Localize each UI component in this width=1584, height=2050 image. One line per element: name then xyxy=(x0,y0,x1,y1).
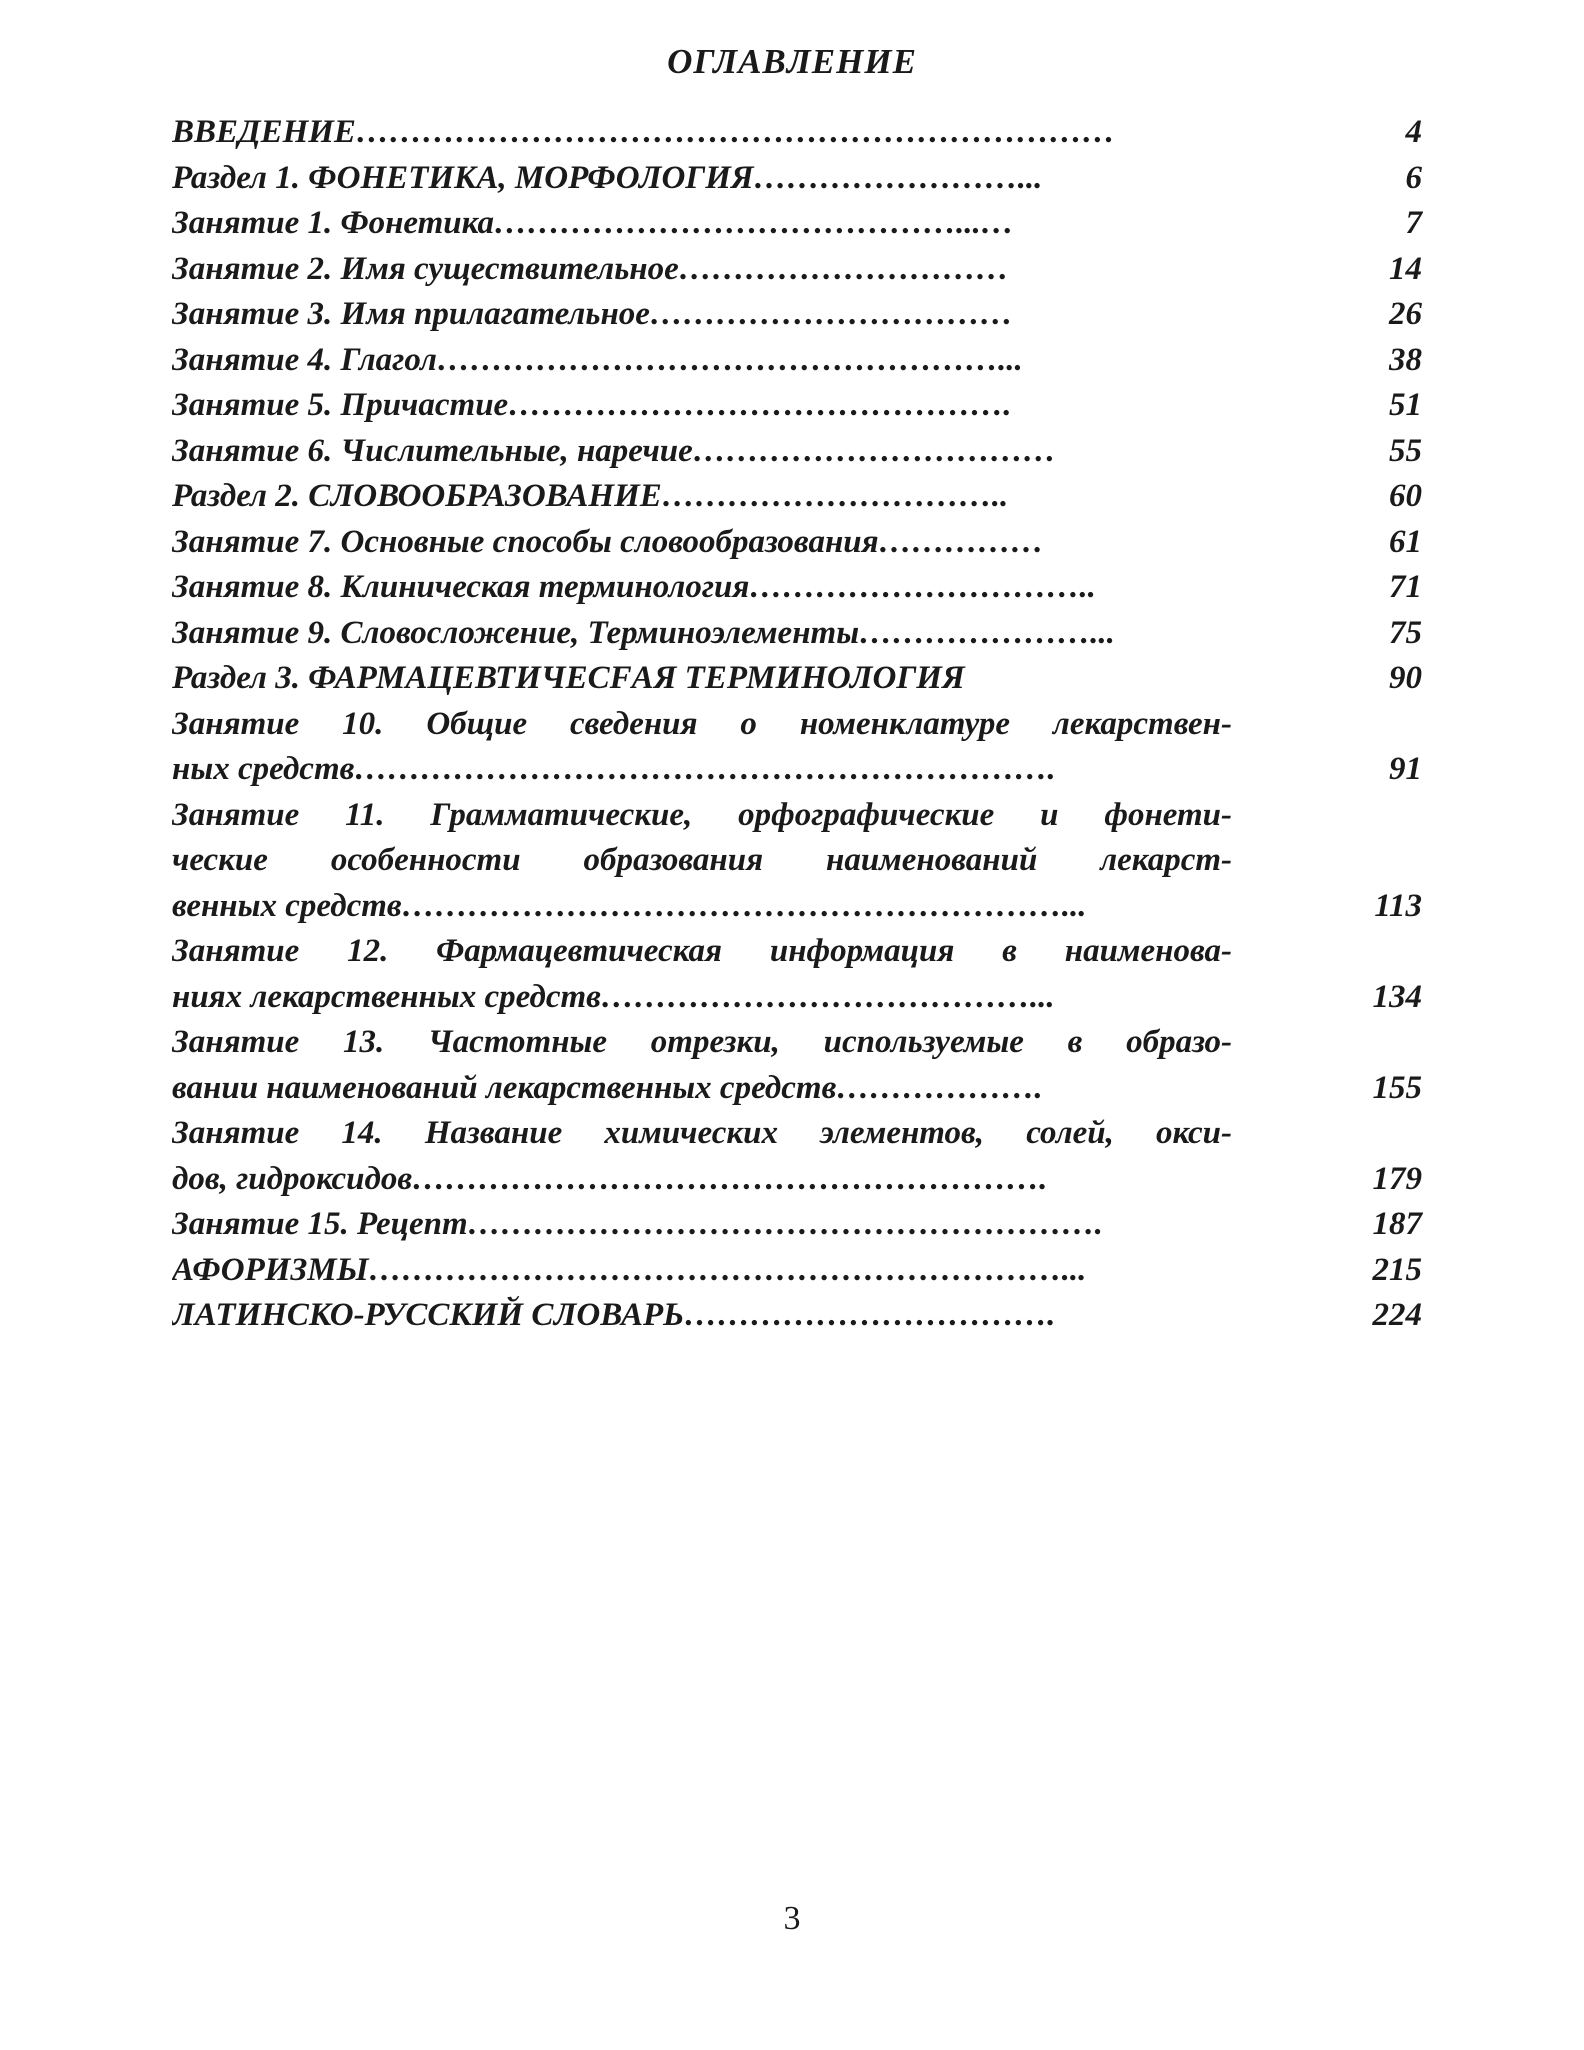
toc-entry-title: венных средств xyxy=(172,887,402,924)
toc-leader-dots: ………………………… xyxy=(678,250,1009,287)
toc-entry-line xyxy=(172,747,1422,793)
toc-leader-dots: ……………………………. xyxy=(684,1297,1056,1333)
toc-entry[interactable] xyxy=(172,338,1422,384)
toc-page-number: 90 xyxy=(1389,660,1422,696)
toc-page-number: 14 xyxy=(1389,250,1422,287)
toc-leader-dots: ……………………………………………………... xyxy=(401,887,1087,924)
toc-leader-dots: ………………………….. xyxy=(749,569,1096,605)
toc-page-number: 113 xyxy=(1374,887,1422,924)
toc-page-number: 38 xyxy=(1389,341,1422,378)
toc-entry-line xyxy=(172,156,1422,202)
toc-entry-text xyxy=(172,201,1232,247)
toc-entry-text xyxy=(172,611,1232,657)
toc-leader-dots: ………………………………………. xyxy=(508,387,1012,423)
toc-entry-title: Занятие 5. Причастие xyxy=(172,387,509,423)
toc-entry-title: ных средств xyxy=(172,751,355,787)
toc-entry-text xyxy=(172,1202,1232,1248)
toc-entry-title: Занятие 2. Имя существительное xyxy=(172,250,679,287)
toc-entry-text xyxy=(172,565,1232,611)
toc-entry-text: ческие особенности образования наименований лекарст- xyxy=(172,842,1232,878)
toc-entry-title: ниях лекарственных средств xyxy=(172,978,601,1015)
toc-entry-line xyxy=(172,793,1422,839)
toc-entry-title: Занятие 3. Имя прилагательное xyxy=(172,296,650,332)
toc-entry-text xyxy=(172,1293,1232,1339)
toc-entry[interactable] xyxy=(172,520,1422,566)
toc-page-number: 51 xyxy=(1389,387,1422,423)
toc-entry-title: вании наименований лекарственных средств xyxy=(172,1069,837,1106)
toc-leader-dots: …………………………………………………………… xyxy=(355,114,1115,150)
toc-page-number: 60 xyxy=(1389,478,1422,514)
toc-entry[interactable] xyxy=(172,929,1422,1020)
toc-entry-line xyxy=(172,1066,1422,1112)
toc-entry-line xyxy=(172,1020,1422,1066)
toc-entry-title: Занятие 1. Фонетика xyxy=(172,205,495,241)
toc-leader-dots: …………………... xyxy=(859,614,1115,651)
toc-page-number: 91 xyxy=(1389,751,1422,787)
toc-leader-dots: …………………………………... xyxy=(600,978,1055,1015)
toc-entry-line xyxy=(172,656,1422,702)
toc-entry[interactable] xyxy=(172,565,1422,611)
toc-page-number: 155 xyxy=(1372,1069,1422,1106)
toc-leader-dots: …………… xyxy=(878,523,1044,560)
toc-entry-text xyxy=(172,1066,1232,1112)
toc-entry-title: ЛАТИНСКО-РУССКИЙ СЛОВАРЬ xyxy=(172,1297,685,1333)
toc-entry[interactable] xyxy=(172,1111,1422,1202)
toc-entry-line xyxy=(172,383,1422,429)
toc-entry-line xyxy=(172,474,1422,520)
toc-entry-text xyxy=(172,1248,1232,1294)
page-title: ОГЛАВЛЕНИЕ xyxy=(667,42,917,81)
toc-entry[interactable] xyxy=(172,1020,1422,1111)
toc-entry-text xyxy=(172,747,1232,793)
toc-entry-title: Занятие 6. Числительные, наречие xyxy=(172,432,693,469)
toc-entry-title: Занятие 4. Глагол xyxy=(172,341,437,378)
toc-page-number: 75 xyxy=(1389,614,1422,651)
toc-page-number: 187 xyxy=(1372,1206,1422,1242)
toc-leader-dots: …………………………………………………. xyxy=(412,1160,1048,1197)
toc-entry-line xyxy=(172,1248,1422,1294)
toc-entry-line xyxy=(172,1293,1422,1339)
toc-page-number: 55 xyxy=(1389,432,1422,469)
toc-page-number: 179 xyxy=(1372,1160,1422,1197)
toc-entry-text xyxy=(172,1157,1232,1203)
toc-entry-title: Занятие 7. Основные способы словообразования xyxy=(172,523,879,560)
toc-entry-text xyxy=(172,656,1232,702)
toc-entry-text xyxy=(172,429,1232,475)
toc-entry[interactable] xyxy=(172,1248,1422,1294)
toc-entry[interactable] xyxy=(172,201,1422,247)
toc-leader-dots: ………………………………………………………. xyxy=(354,751,1056,787)
toc-entry[interactable] xyxy=(172,474,1422,520)
toc-entry-title: АФОРИЗМЫ xyxy=(172,1251,369,1288)
toc-leader-dots: ……………………………………...… xyxy=(494,205,1014,241)
toc-page-number: 26 xyxy=(1389,296,1422,332)
toc-entry-line xyxy=(172,611,1422,657)
toc-entry-title: Раздел 3. ФАРМАЦЕВТИЧЕСFАЯ ТЕРМИНОЛОГИЯ xyxy=(172,660,965,696)
toc-page-number: 224 xyxy=(1372,1297,1422,1333)
toc-entry-line xyxy=(172,338,1422,384)
toc-page-number: 7 xyxy=(1405,205,1422,241)
toc-leader-dots: ……………………………………………... xyxy=(436,341,1023,378)
toc-entry[interactable] xyxy=(172,292,1422,338)
toc-page-number: 61 xyxy=(1389,523,1422,560)
toc-entry-text xyxy=(172,247,1232,293)
toc-entry-line xyxy=(172,520,1422,566)
toc-leader-dots: ………………………………………………………... xyxy=(368,1251,1087,1288)
toc-entry-text xyxy=(172,110,1232,156)
toc-entry-text xyxy=(172,338,1232,384)
toc-leader-dots: …………………………… xyxy=(649,296,1013,332)
toc-entry[interactable] xyxy=(172,702,1422,793)
toc-page-number: 4 xyxy=(1405,114,1422,150)
table-of-contents xyxy=(172,110,1422,1339)
toc-page-number: 134 xyxy=(1372,978,1422,1015)
toc-page-number: 6 xyxy=(1405,159,1422,196)
toc-leader-dots: …………………………………………………. xyxy=(467,1206,1103,1242)
toc-leader-dots: ………………. xyxy=(836,1069,1043,1106)
toc-entry-text: Занятие 13. Частотные отрезки, используемые в образо- xyxy=(172,1024,1232,1060)
toc-entry[interactable] xyxy=(172,383,1422,429)
toc-entry-line xyxy=(172,110,1422,156)
toc-entry-text xyxy=(172,520,1232,566)
toc-entry-text: Занятие 11. Грамматические, орфографические и фонети- xyxy=(172,796,1232,833)
toc-entry[interactable] xyxy=(172,110,1422,156)
toc-entry-title: Занятие 15. Рецепт xyxy=(172,1206,468,1242)
toc-entry-text xyxy=(172,474,1232,520)
toc-entry[interactable] xyxy=(172,247,1422,293)
toc-entry-text xyxy=(172,884,1232,930)
toc-entry[interactable] xyxy=(172,156,1422,202)
toc-entry-title: Раздел 1. ФОНЕТИКА, МОРФОЛОГИЯ xyxy=(172,159,754,196)
toc-entry[interactable] xyxy=(172,1202,1422,1248)
toc-entry-line xyxy=(172,429,1422,475)
toc-entry[interactable] xyxy=(172,656,1422,702)
toc-entry-title: Занятие 8. Клиническая терминология xyxy=(172,569,750,605)
toc-entry[interactable] xyxy=(172,429,1422,475)
toc-entry-text xyxy=(172,383,1232,429)
toc-entry-text: Занятие 14. Название химических элементов, солей, окси- xyxy=(172,1115,1232,1151)
toc-entry-line xyxy=(172,838,1422,884)
toc-entry-line xyxy=(172,1202,1422,1248)
page-number: 3 xyxy=(783,1900,801,1937)
toc-entry-line xyxy=(172,1157,1422,1203)
toc-entry-line xyxy=(172,884,1422,930)
toc-entry-title: Раздел 2. СЛОВООБРАЗОВАНИЕ xyxy=(172,478,662,514)
toc-entry-line xyxy=(172,201,1422,247)
toc-entry[interactable] xyxy=(172,1293,1422,1339)
toc-entry-line xyxy=(172,247,1422,293)
toc-leader-dots: ……………………... xyxy=(753,159,1043,196)
toc-entry-line xyxy=(172,975,1422,1021)
toc-entry-line xyxy=(172,702,1422,748)
toc-entry-text: Занятие 10. Общие сведения о номенклатуре лекарствен- xyxy=(172,705,1232,742)
toc-entry-line xyxy=(172,292,1422,338)
toc-leader-dots: …………………………… xyxy=(692,432,1056,469)
toc-entry-line xyxy=(172,1111,1422,1157)
toc-entry-line xyxy=(172,565,1422,611)
toc-entry-title: ВВЕДЕНИЕ xyxy=(172,114,356,150)
toc-entry-line xyxy=(172,929,1422,975)
toc-entry-title: дов, гидроксидов xyxy=(172,1160,413,1197)
toc-entry[interactable] xyxy=(172,611,1422,657)
toc-entry-text xyxy=(172,292,1232,338)
toc-leader-dots: ………………………….. xyxy=(661,478,1009,514)
toc-page-number: 71 xyxy=(1389,569,1422,605)
toc-page-number: 215 xyxy=(1372,1251,1422,1288)
toc-entry-text: Занятие 12. Фармацевтическая информация в наименова- xyxy=(172,933,1232,969)
toc-entry-text xyxy=(172,156,1232,202)
toc-entry-title: Занятие 9. Словосложение, Терминоэлементы xyxy=(172,614,860,651)
toc-entry[interactable] xyxy=(172,793,1422,930)
toc-entry-text xyxy=(172,975,1232,1021)
